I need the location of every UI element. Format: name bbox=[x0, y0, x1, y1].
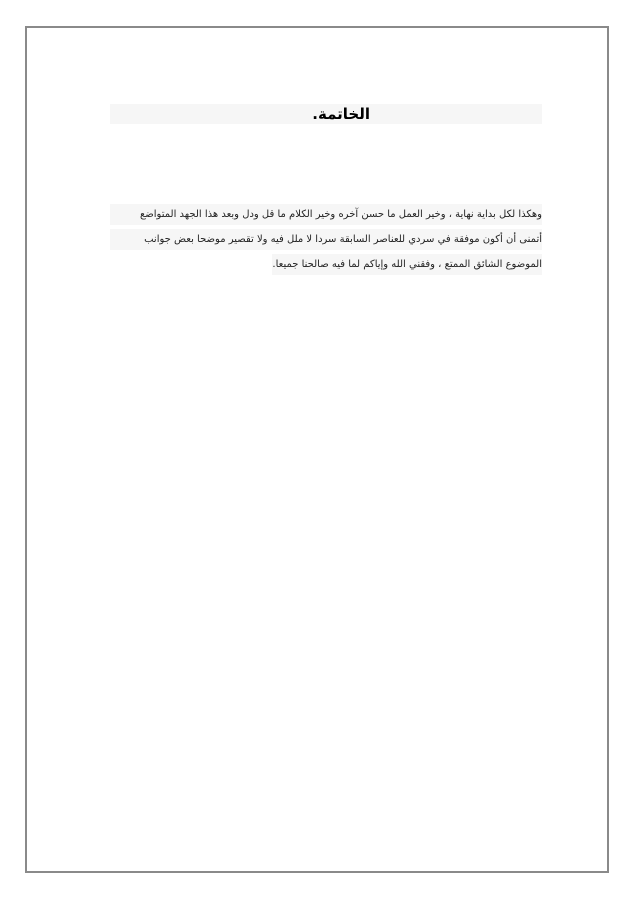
heading-band bbox=[110, 104, 542, 124]
paragraph-line-1: وهكذا لكل بداية نهاية ، وخير العمل ما حسن آخره وخير الكلام ما قل ودل وبعد هذا الجهد المتواضع bbox=[110, 204, 542, 225]
page-border bbox=[25, 26, 609, 873]
paragraph bbox=[110, 204, 542, 279]
page-title: الخاتمة. bbox=[312, 105, 370, 123]
paragraph-line-2: أتمنى أن أكون موفقة في سردي للعناصر السابقة سردا لا ملل فيه ولا تقصير موضحا بعض جوانب bbox=[110, 229, 542, 250]
paragraph-line-3: الموضوع الشائق الممتع ، وفقني الله وإياكم لما فيه صالحنا جميعا. bbox=[272, 254, 542, 275]
